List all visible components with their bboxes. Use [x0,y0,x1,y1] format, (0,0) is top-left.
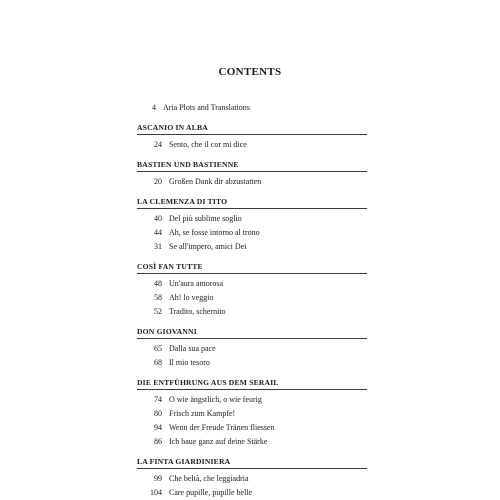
section-heading: DON GIOVANNI [137,326,367,339]
page-number: 58 [154,293,162,302]
sections-list [137,122,367,499]
page-number: 94 [154,423,162,432]
entry-title: Aria Plots and Translations [163,103,250,112]
entry-title: Frisch zum Kampfe! [169,409,236,418]
section-heading: BASTIEN UND BASTIENNE [137,159,367,172]
toc-entry[interactable] [137,304,367,318]
page-number: 80 [154,409,162,418]
page-number: 68 [154,358,162,367]
opera-section [137,261,367,318]
page-title: CONTENTS [218,66,282,78]
page-number: 44 [154,228,162,237]
page-number: 31 [154,242,162,251]
toc-entry[interactable] [137,276,367,290]
page-number: 20 [154,177,162,186]
entry-title: Care pupille, pupille belle [169,488,253,497]
toc-entry[interactable] [137,211,367,225]
toc-entry[interactable] [137,471,367,485]
entry-title: Tradito, schernito [169,307,226,316]
toc-entry[interactable] [137,434,367,448]
opera-section [137,377,367,448]
entry-title: Großen Dank dir abzustatten [169,177,262,186]
opera-section [137,159,367,188]
page-number: 40 [154,214,162,223]
entry-title: Ah, se fosse intorno al trono [169,228,260,237]
toc-entry[interactable] [137,485,367,499]
page-number: 86 [154,437,162,446]
page-number: 48 [154,279,162,288]
toc-entry[interactable] [137,225,367,239]
section-heading: ASCANIO IN ALBA [137,122,367,135]
entry-title: Il mio tesoro [169,358,210,367]
entry-title: Un'aura amorosa [169,279,224,288]
section-heading: COSÌ FAN TUTTE [137,261,367,274]
section-heading: LA FINTA GIARDINIERA [137,456,367,469]
toc-entry[interactable] [137,355,367,369]
page-number: 24 [154,140,162,149]
table-of-contents [137,100,367,499]
page-number: 99 [154,474,162,483]
opera-section [137,122,367,151]
entry-title: Se all'impero, amici Dei [169,242,247,251]
page-number: 74 [154,395,162,404]
opera-section [137,196,367,253]
entry-title: Wenn der Freude Tränen fliessen [169,423,275,432]
opera-section [137,326,367,369]
page-number: 52 [154,307,162,316]
entry-title: Del più sublime soglio [169,214,242,223]
toc-entry[interactable] [137,174,367,188]
page-number: 4 [152,103,156,112]
entry-title: Che beltà, che leggiadria [169,474,249,483]
toc-entry[interactable] [137,406,367,420]
toc-entry[interactable] [137,341,367,355]
entry-title: Sento, che il cor mi dice [169,140,247,149]
toc-entry[interactable] [137,100,367,114]
entry-title: Dalla sua pace [169,344,216,353]
section-heading: LA CLEMENZA DI TITO [137,196,367,209]
toc-entry[interactable] [137,239,367,253]
intro-list [137,100,367,114]
page-number: 104 [150,488,162,497]
page-number: 65 [154,344,162,353]
entry-title: Ich baue ganz auf deine Stärke [169,437,268,446]
entry-title: O wie ängstlich, o wie feurig [169,395,262,404]
toc-entry[interactable] [137,137,367,151]
toc-entry[interactable] [137,420,367,434]
opera-section [137,456,367,499]
toc-entry[interactable] [137,290,367,304]
entry-title: Ah! lo veggio [169,293,214,302]
toc-entry[interactable] [137,392,367,406]
section-heading: DIE ENTFÜHRUNG AUS DEM SERAIL [137,377,367,390]
